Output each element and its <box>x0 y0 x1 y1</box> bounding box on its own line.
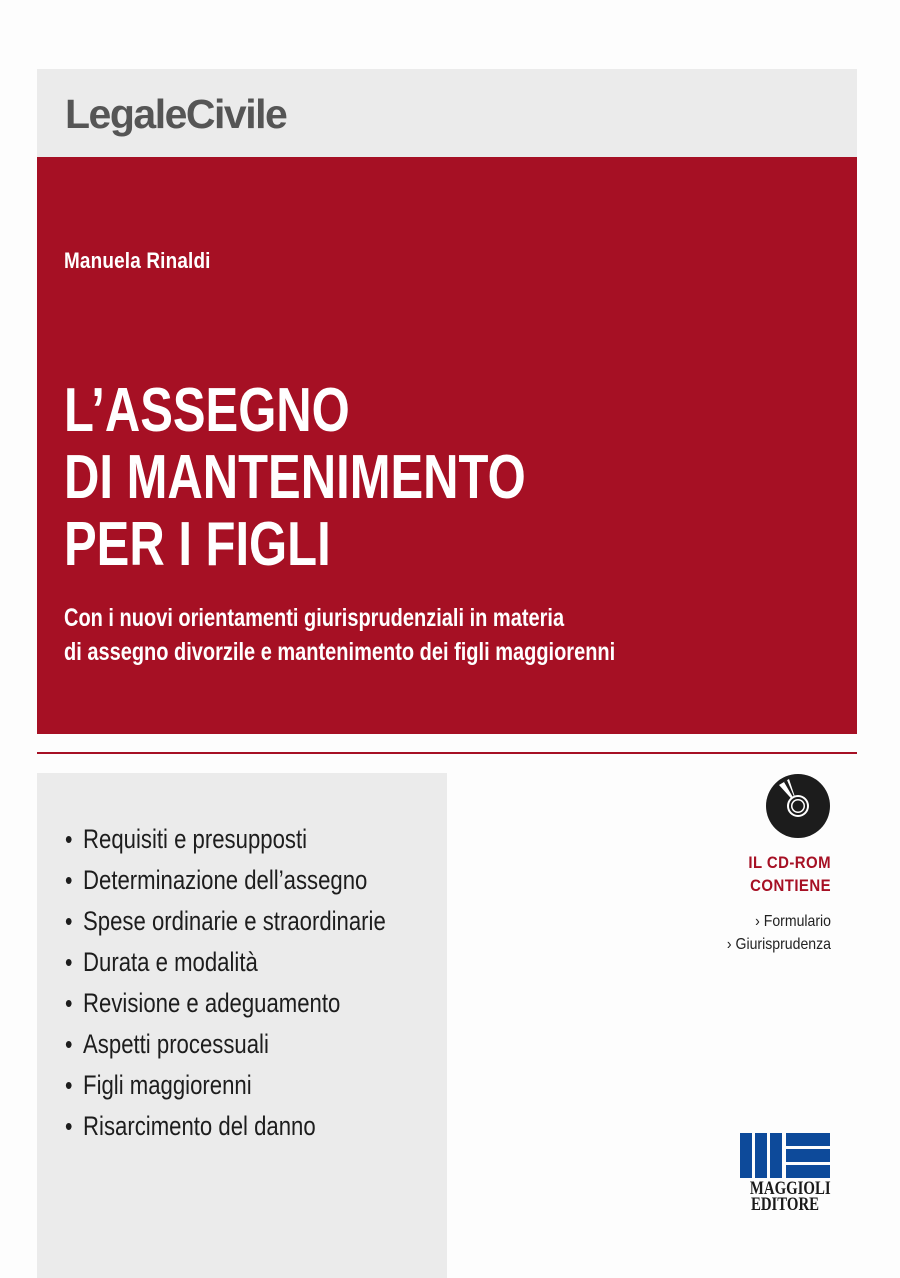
topics-list <box>65 819 456 1147</box>
author-name: Manuela Rinaldi <box>64 248 211 273</box>
bullet-icon: • <box>65 865 73 895</box>
publisher-name: MAGGIOLI EDITORE <box>749 1178 831 1215</box>
list-item: • Determinazione dell’assegno <box>65 860 386 901</box>
title-block <box>37 157 857 734</box>
publisher-logo <box>740 1133 830 1213</box>
series-band <box>37 69 857 157</box>
maggioli-logo-icon <box>740 1133 830 1178</box>
bullet-icon: • <box>65 1111 73 1141</box>
bullet-icon: • <box>65 906 73 936</box>
subtitle-line: di assegno divorzile e mantenimento dei figli maggiorenni <box>64 638 616 666</box>
title-line: DI MANTENIMENTO <box>64 443 526 512</box>
bullet-icon: • <box>65 1070 73 1100</box>
list-item: • Requisiti e presupposti <box>65 819 386 860</box>
list-item: • Figli maggiorenni <box>65 1065 386 1106</box>
title-line: L’ASSEGNO <box>64 376 350 445</box>
cd-item-giurisprudenza: › Giurisprudenza <box>726 936 831 953</box>
list-item: • Aspetti processuali <box>65 1024 386 1065</box>
bullet-icon: • <box>65 988 73 1018</box>
book-title <box>64 377 526 578</box>
bullet-icon: • <box>65 947 73 977</box>
list-item: • Risarcimento del danno <box>65 1106 386 1147</box>
topics-panel <box>37 773 447 1278</box>
bullet-icon: • <box>65 1029 73 1059</box>
list-item: • Spese ordinarie e straordinarie <box>65 901 386 942</box>
subtitle-line: Con i nuovi orientamenti giurisprudenziali in materia <box>64 604 565 632</box>
series-title: LegaleCivile <box>65 91 287 137</box>
cd-item-formulario: › Formulario <box>755 913 831 930</box>
cd-contents-list <box>690 910 831 956</box>
cd-heading: IL CD-ROM CONTIENE <box>748 853 831 895</box>
title-line: PER I FIGLI <box>64 510 331 579</box>
divider-rule <box>37 752 857 754</box>
cd-rom-icon <box>765 773 831 839</box>
bullet-icon: • <box>65 824 73 854</box>
list-item: • Durata e modalità <box>65 942 386 983</box>
book-subtitle <box>64 601 615 669</box>
list-item: • Revisione e adeguamento <box>65 983 386 1024</box>
